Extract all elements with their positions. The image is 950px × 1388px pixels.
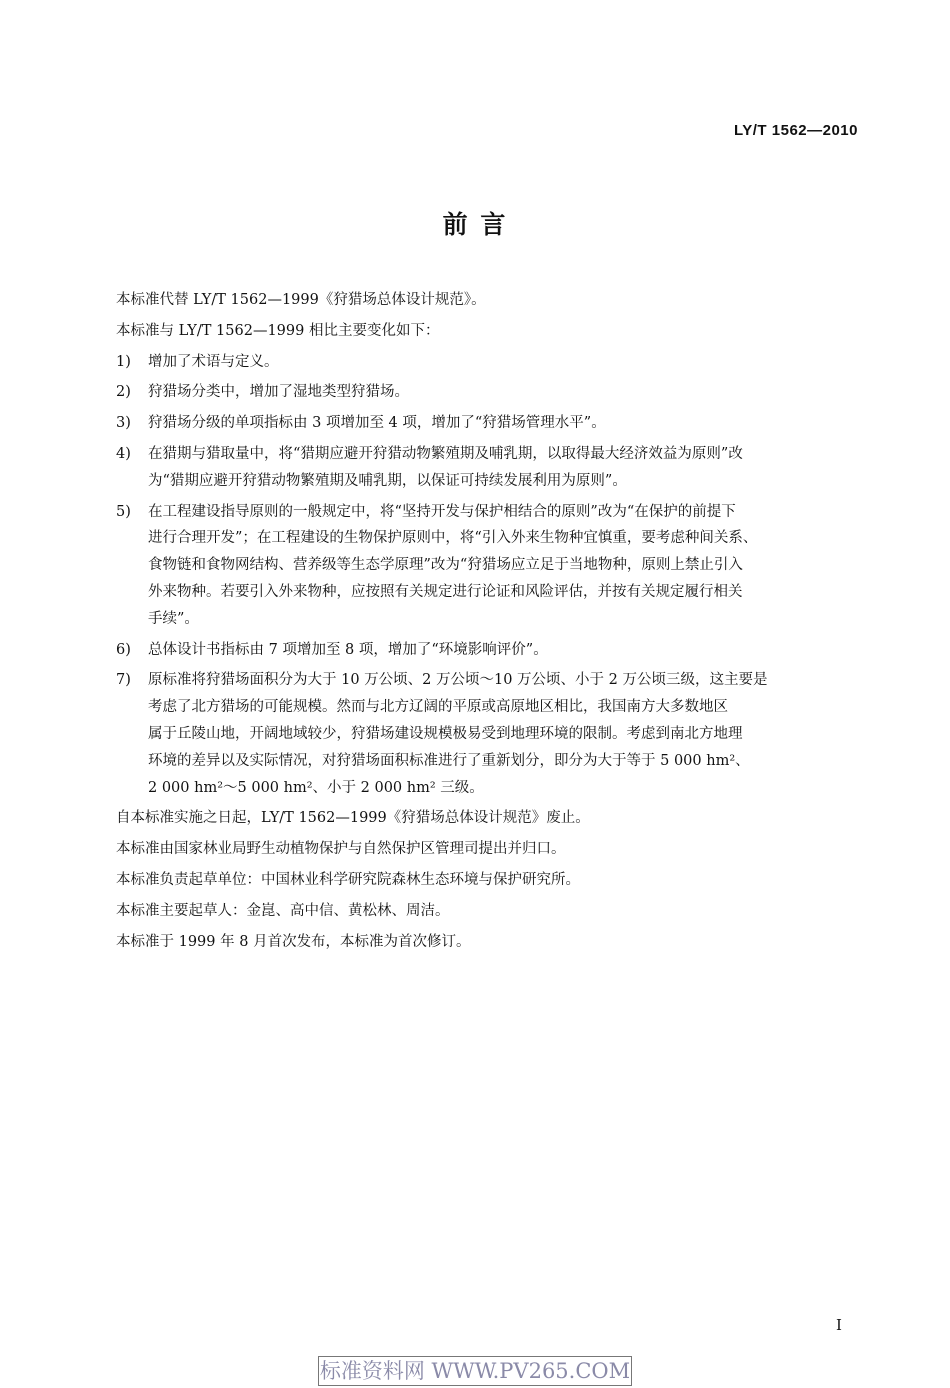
line-text: 本标准于 1999 年 8 月首次发布，本标准为首次修订。 bbox=[116, 933, 471, 950]
line-text: 进行合理开发”；在工程建设的生物保护原则中，将“引入外来生物种宜慎重，要考虑种间关系、 bbox=[148, 530, 758, 547]
paragraph-line bbox=[116, 867, 861, 894]
list-item bbox=[116, 349, 861, 376]
list-item-number: 6) bbox=[116, 641, 131, 658]
list-item-continuation bbox=[116, 579, 861, 606]
line-text: 手续”。 bbox=[148, 610, 199, 627]
line-text: 在猎期与猎取量中，将“猎期应避开狩猎动物繁殖期及哺乳期，以取得最大经济效益为原则”改 bbox=[148, 445, 743, 462]
list-item-number: 7) bbox=[116, 672, 131, 689]
watermark: 标准资料网 WWW.PV265.COM bbox=[318, 1356, 632, 1386]
line-text: 外来物种。若要引入外来物种，应按照有关规定进行论证和风险评估，并按有关规定履行相关 bbox=[148, 583, 743, 600]
list-item bbox=[116, 667, 861, 694]
list-item bbox=[116, 410, 861, 437]
paragraph-line bbox=[116, 287, 861, 314]
page-number: I bbox=[836, 1316, 842, 1334]
paragraph-line bbox=[116, 898, 861, 925]
line-text: 本标准代替 LY/T 1562—1999《狩猎场总体设计规范》。 bbox=[116, 292, 486, 308]
body-text bbox=[116, 287, 861, 955]
list-item-number: 5) bbox=[116, 503, 131, 520]
line-text: 本标准主要起草人：金崑、高中信、黄松林、周洁。 bbox=[116, 902, 450, 919]
list-item bbox=[116, 637, 861, 664]
paragraph-line bbox=[116, 929, 861, 956]
line-text: 本标准负责起草单位：中国林业科学研究院森林生态环境与保护研究所。 bbox=[116, 871, 580, 888]
paragraph-line bbox=[116, 805, 861, 832]
list-item-continuation bbox=[116, 552, 861, 579]
list-item-continuation bbox=[116, 748, 861, 775]
list-item-continuation bbox=[116, 606, 861, 633]
line-text: 食物链和食物网结构、营养级等生态学原理”改为“狩猎场应立足于当地物种，原则上禁止引入 bbox=[148, 557, 743, 574]
document-code: LY/T 1562—2010 bbox=[733, 122, 858, 139]
list-item-continuation bbox=[116, 694, 861, 721]
list-item-number: 4) bbox=[116, 445, 131, 462]
list-item-number: 3) bbox=[116, 415, 131, 432]
line-text: 在工程建设指导原则的一般规定中，将“坚持开发与保护相结合的原则”改为“在保护的前提下 bbox=[148, 503, 736, 520]
line-text: 为“猎期应避开狩猎动物繁殖期及哺乳期，以保证可持续发展利用为原则”。 bbox=[148, 472, 627, 489]
line-text: 本标准与 LY/T 1562—1999 相比主要变化如下： bbox=[116, 322, 440, 339]
line-text: 2 000 hm²～5 000 hm²、小于 2 000 hm² 三级。 bbox=[148, 779, 484, 796]
line-text: 增加了术语与定义。 bbox=[148, 353, 279, 370]
list-item-number: 1) bbox=[116, 353, 131, 370]
line-text: 原标准将狩猎场面积分为大于 10 万公顷、2 万公顷～10 万公顷、小于 2 万公顷三级，这主要是 bbox=[148, 672, 768, 689]
list-item-continuation bbox=[116, 525, 861, 552]
list-item-continuation bbox=[116, 775, 861, 802]
line-text: 考虑了北方猎场的可能规模。然而与北方辽阔的平原或高原地区相比，我国南方大多数地区 bbox=[148, 699, 728, 716]
line-text: 本标准由国家林业局野生动植物保护与自然保护区管理司提出并归口。 bbox=[116, 841, 566, 858]
paragraph-line bbox=[116, 318, 861, 345]
list-item-number: 2) bbox=[116, 384, 131, 401]
list-item bbox=[116, 379, 861, 406]
line-text: 环境的差异以及实际情况，对狩猎场面积标准进行了重新划分，即分为大于等于 5 000 hm²、 bbox=[148, 752, 750, 769]
list-item bbox=[116, 441, 861, 468]
line-text: 属于丘陵山地，开阔地域较少，狩猎场建设规模极易受到地理环境的限制。考虑到南北方地理 bbox=[148, 725, 743, 742]
list-item-continuation bbox=[116, 721, 861, 748]
line-text: 狩猎场分类中，增加了湿地类型狩猎场。 bbox=[148, 384, 409, 401]
line-text: 自本标准实施之日起，LY/T 1562—1999《狩猎场总体设计规范》废止。 bbox=[116, 810, 590, 827]
line-text: 狩猎场分级的单项指标由 3 项增加至 4 项，增加了“狩猎场管理水平”。 bbox=[148, 415, 606, 432]
list-item-continuation bbox=[116, 468, 861, 495]
paragraph-line bbox=[116, 836, 861, 863]
list-item bbox=[116, 499, 861, 526]
line-text: 总体设计书指标由 7 项增加至 8 项，增加了“环境影响评价”。 bbox=[148, 641, 548, 658]
page-title: 前 言 bbox=[442, 210, 508, 239]
